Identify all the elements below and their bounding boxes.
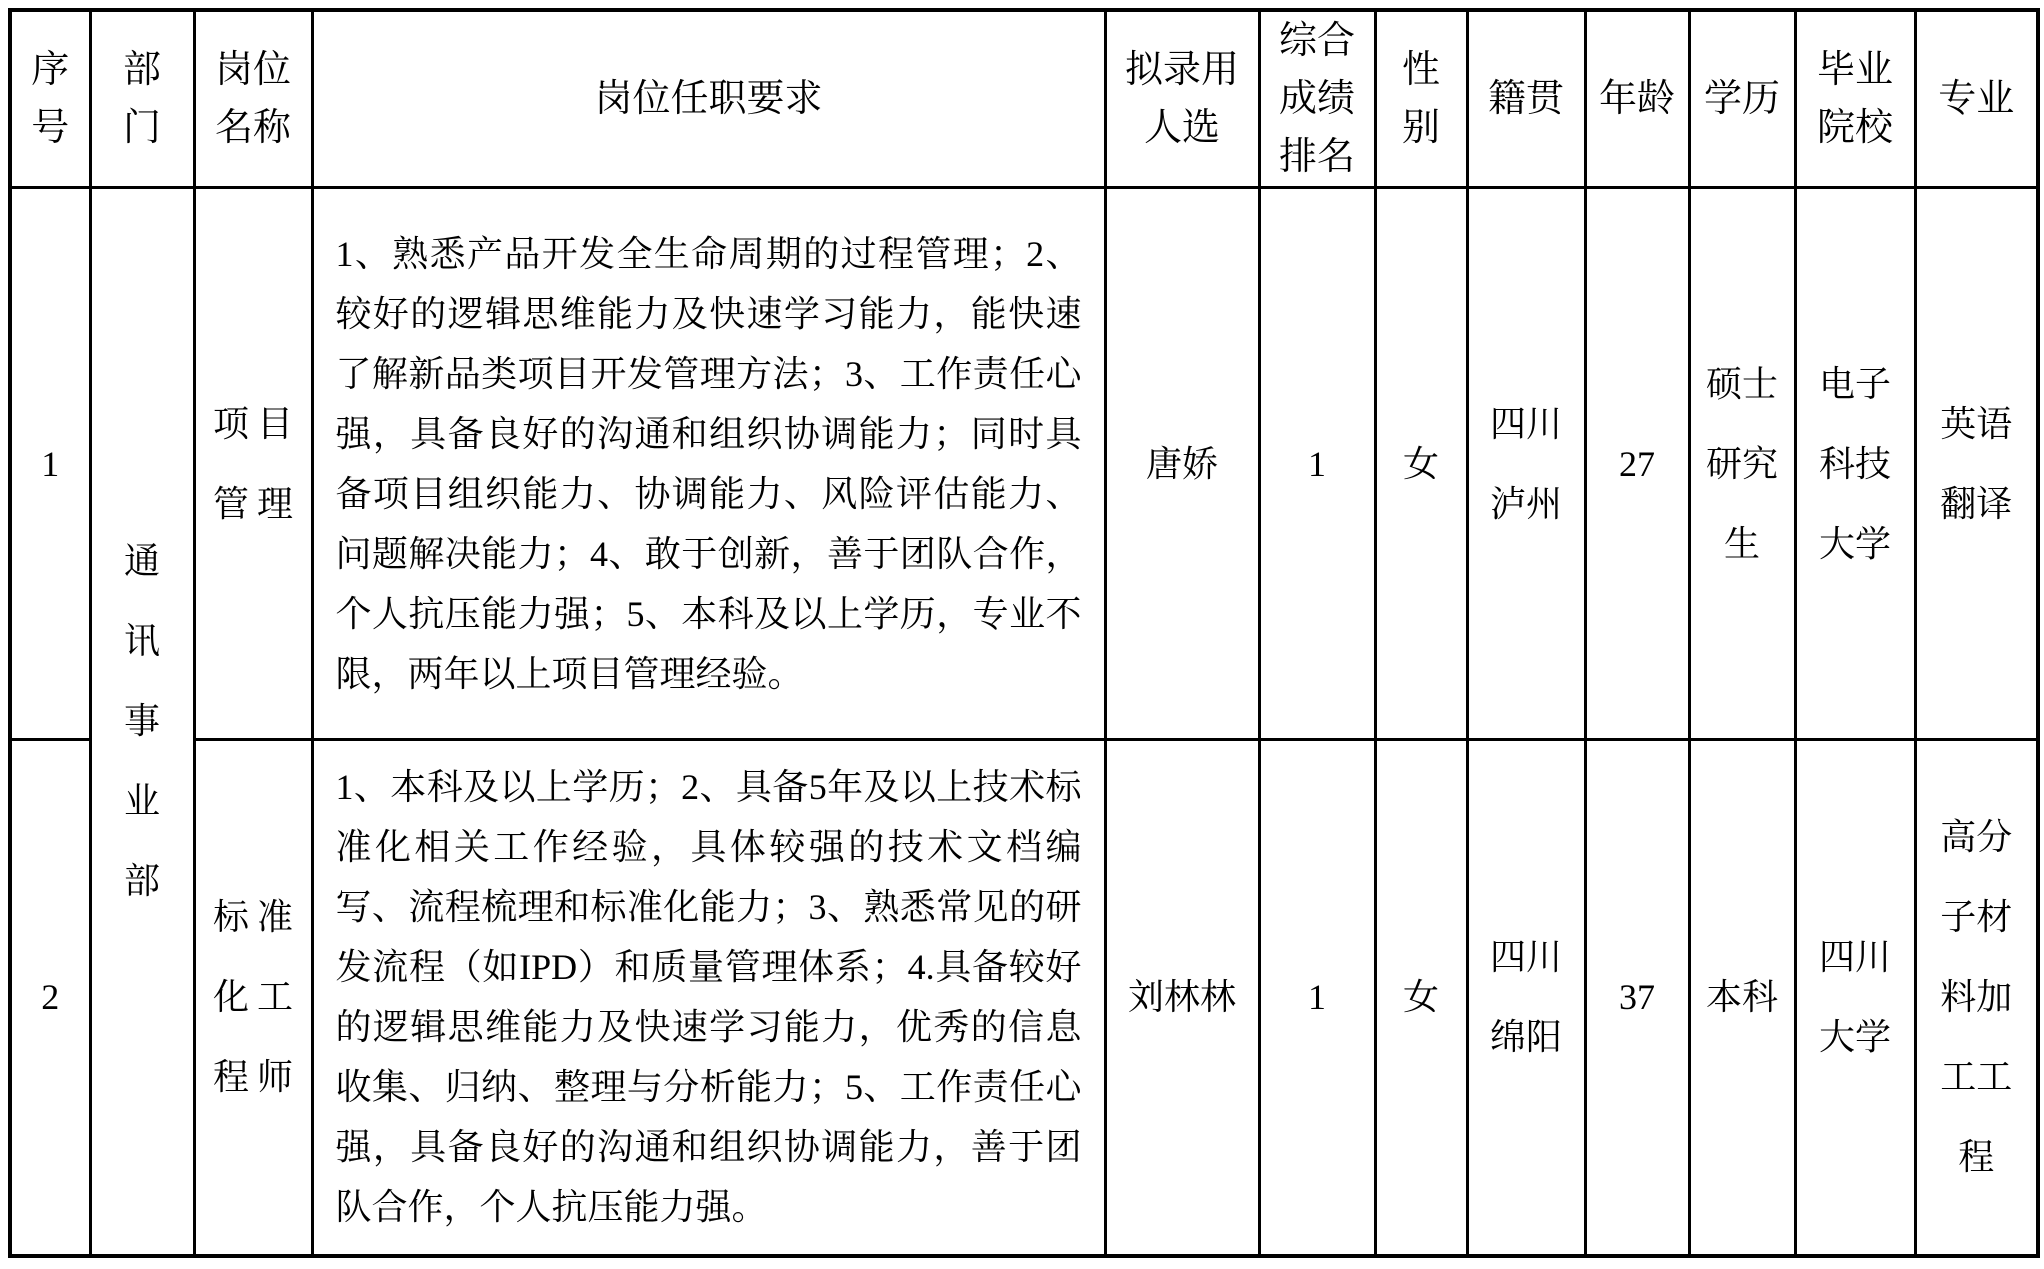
cell-requirements: 1、熟悉产品开发全生命周期的过程管理；2、较好的逻辑思维能力及快速学习能力，能快速了解新品类项目开发管理方法；3、工作责任心强，具备良好的沟通和组织协调能力；同时具备项目组织能力、协调能力、风险评估能力、问题解决能力；4、敢于创新，善于团队合作，个人抗压能力强；5、本科及以上学历，专业不限，两年以上项目管理经验。 <box>312 188 1105 740</box>
cell-school <box>1795 188 1915 740</box>
header-cell-hometown <box>1467 10 1585 188</box>
school-value: 四川大学 <box>1818 937 1891 1058</box>
cell-age <box>1585 188 1689 740</box>
header-label: 部门 <box>122 49 161 149</box>
table-row <box>10 740 2038 1256</box>
cell-major <box>1915 740 2038 1256</box>
header-label: 性别 <box>1401 49 1440 149</box>
cell-major <box>1915 188 2038 740</box>
candidate-value: 唐娇 <box>1145 443 1218 484</box>
education-value: 本科 <box>1705 977 1778 1018</box>
header-label: 年龄 <box>1598 78 1675 120</box>
header-label: 毕业院校 <box>1816 49 1893 149</box>
cell-gender <box>1375 188 1467 740</box>
header-label: 拟录用人选 <box>1124 49 1239 149</box>
header-cell-rank <box>1259 10 1375 188</box>
rank-value: 1 <box>1308 443 1326 484</box>
cell-rank <box>1259 740 1375 1256</box>
gender-value: 女 <box>1402 977 1439 1018</box>
education-value: 硕士研究生 <box>1705 363 1778 564</box>
cell-candidate <box>1105 188 1259 740</box>
header-label: 综合成绩排名 <box>1278 20 1355 178</box>
cell-age <box>1585 740 1689 1256</box>
major-value: 英语翻译 <box>1940 403 2013 524</box>
header-cell-age <box>1585 10 1689 188</box>
rank-value: 1 <box>1308 977 1326 1018</box>
gender-value: 女 <box>1402 443 1439 484</box>
cell-position <box>194 740 312 1256</box>
header-label: 籍贯 <box>1487 78 1564 120</box>
header-cell-school <box>1795 10 1915 188</box>
header-cell-department <box>90 10 194 188</box>
cell-school <box>1795 740 1915 1256</box>
cell-rank <box>1259 188 1375 740</box>
header-cell-education <box>1689 10 1795 188</box>
header-row <box>10 10 2038 188</box>
cell-department <box>90 188 194 1256</box>
major-value: 高分子材料加工工程 <box>1940 817 2013 1178</box>
header-label: 学历 <box>1703 78 1780 120</box>
recruitment-table <box>8 8 2040 1258</box>
header-cell-requirements <box>312 10 1105 188</box>
cell-hometown <box>1467 188 1585 740</box>
header-cell-gender <box>1375 10 1467 188</box>
cell-requirements: 1、本科及以上学历；2、具备5年及以上技术标准化相关工作经验，具体较强的技术文档编写、流程梳理和标准化能力；3、熟悉常见的研发流程（如IPD）和质量管理体系；4.具备较好的逻辑思维能力及快速学习能力，优秀的信息收集、归纳、整理与分析能力；5、工作责任心强，具备良好的沟通和组织协调能力，善于团队合作，个人抗压能力强。 <box>312 740 1105 1256</box>
header-cell-major <box>1915 10 2038 188</box>
header-label: 专业 <box>1938 78 2015 120</box>
header-label: 序号 <box>31 49 70 149</box>
header-label: 岗位名称 <box>214 49 291 149</box>
school-value: 电子科技大学 <box>1818 363 1891 564</box>
table-row <box>10 188 2038 740</box>
cell-candidate <box>1105 740 1259 1256</box>
hometown-value: 四川泸州 <box>1489 403 1562 524</box>
cell-education <box>1689 740 1795 1256</box>
seq-value: 1 <box>41 443 60 484</box>
cell-hometown <box>1467 740 1585 1256</box>
header-cell-candidate <box>1105 10 1259 188</box>
department-value: 通讯事业部 <box>123 541 160 902</box>
cell-education <box>1689 188 1795 740</box>
cell-seq <box>10 740 90 1256</box>
header-cell-seq <box>10 10 90 188</box>
position-value: 标准化工程师 <box>213 897 293 1098</box>
age-value: 27 <box>1619 443 1655 484</box>
header-cell-position <box>194 10 312 188</box>
age-value: 37 <box>1619 977 1655 1018</box>
seq-value: 2 <box>41 977 60 1018</box>
header-label: 岗位任职要求 <box>594 78 823 120</box>
cell-position <box>194 188 312 740</box>
position-value: 项目管理 <box>213 403 293 524</box>
candidate-value: 刘林林 <box>1127 977 1236 1018</box>
cell-seq <box>10 188 90 740</box>
cell-gender <box>1375 740 1467 1256</box>
hometown-value: 四川绵阳 <box>1489 937 1562 1058</box>
